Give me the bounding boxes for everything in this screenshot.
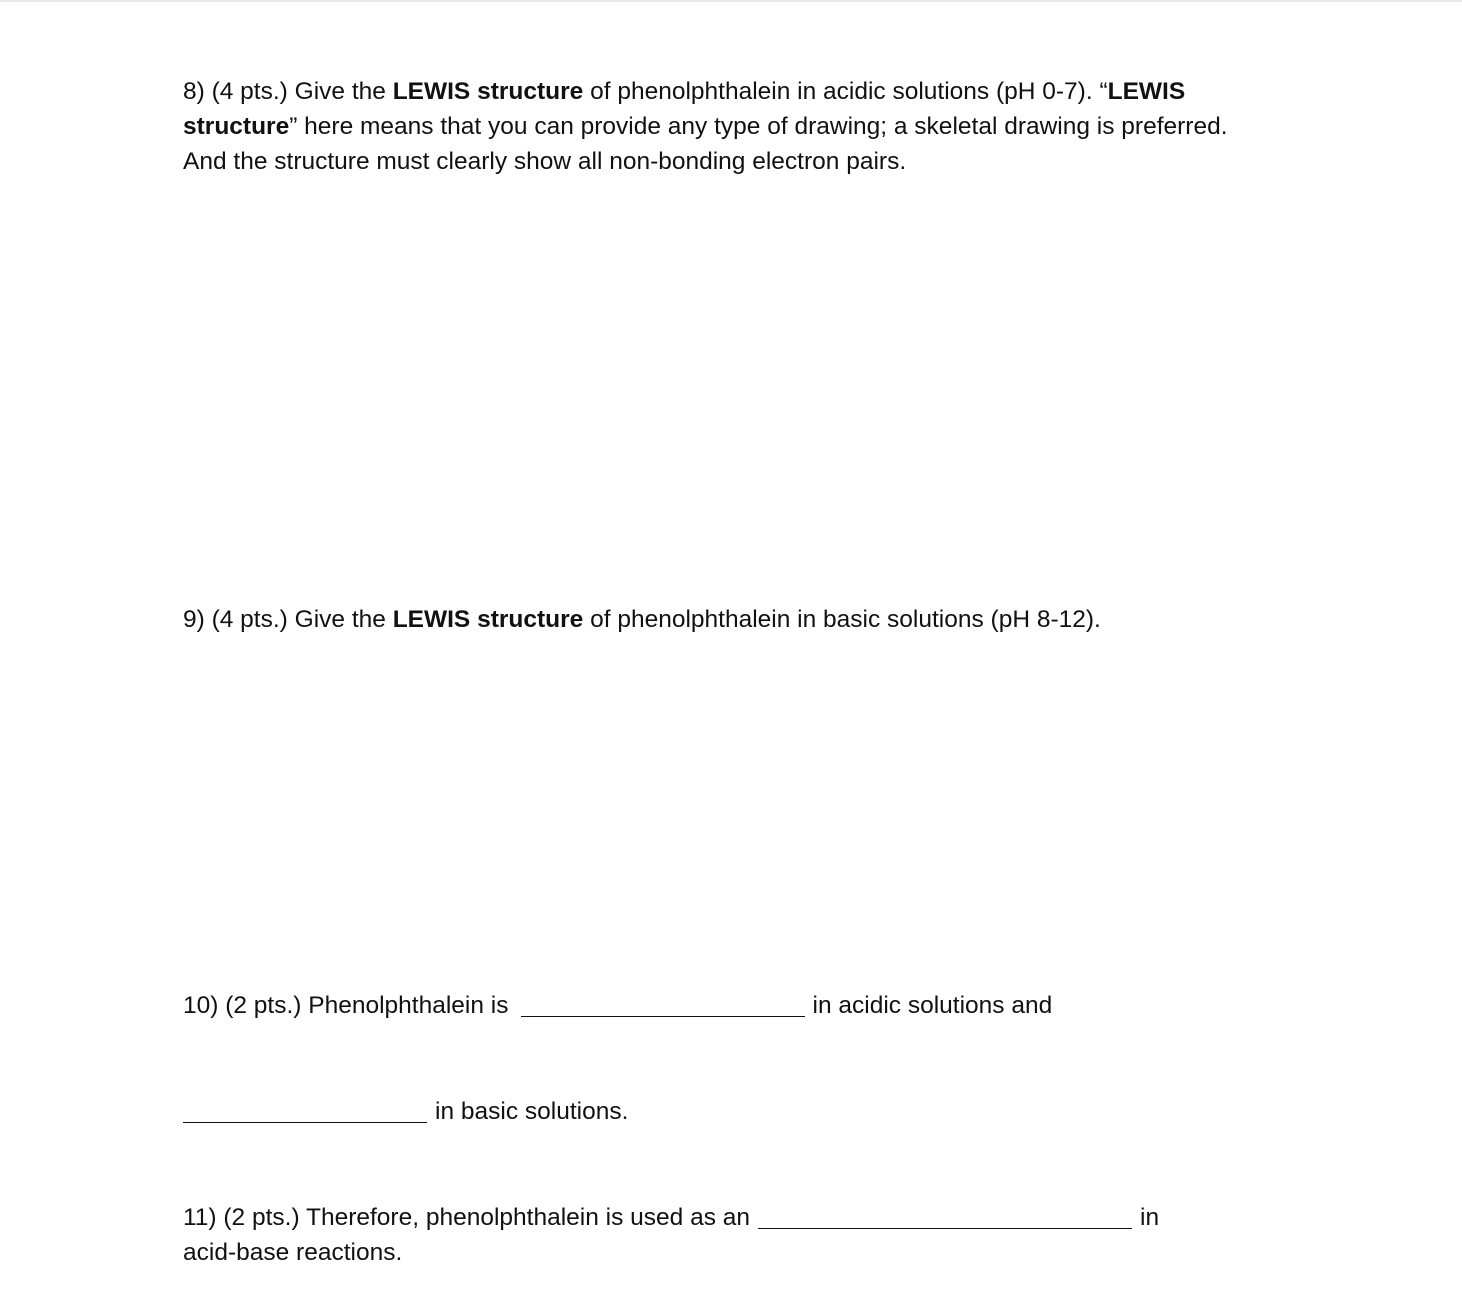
question-11-line-2: acid-base reactions. (183, 1239, 403, 1266)
question-9 (183, 602, 1101, 637)
question-8-bold-term: LEWIS structure (392, 78, 584, 105)
question-8-bold-term: structure (183, 113, 290, 140)
answer-blank-acidic[interactable] (521, 992, 805, 1017)
question-8-text: of phenolphthalein in acidic solutions (pH 0-7). “ (583, 78, 1108, 105)
question-9-text: of phenolphthalein in basic solutions (pH 8-12). (583, 606, 1101, 633)
question-8-line-3: And the structure must clearly show all non-bonding electron pairs. (183, 148, 907, 175)
question-9-bold-term: LEWIS structure (392, 606, 584, 633)
question-11 (183, 1200, 1159, 1270)
question-8-text: 8) (4 pts.) Give the (183, 78, 393, 105)
question-10-continued (183, 1094, 628, 1129)
question-11-text: in (1140, 1204, 1160, 1231)
question-8 (183, 74, 1228, 179)
question-8-line-1 (183, 74, 1228, 109)
question-8-line-2 (183, 109, 1228, 144)
question-10-text: in basic solutions. (435, 1098, 629, 1125)
question-8-text: ” here means that you can provide any type of drawing; a skeletal drawing is preferred. (289, 113, 1228, 140)
question-9-text: 9) (4 pts.) Give the (183, 606, 393, 633)
answer-blank-indicator[interactable] (758, 1204, 1132, 1229)
question-11-text: 11) (2 pts.) Therefore, phenolphthalein is used as an (183, 1204, 751, 1231)
question-10 (183, 988, 1052, 1023)
question-10-text: in acidic solutions and (812, 992, 1053, 1019)
question-10-text: 10) (2 pts.) Phenolphthalein is (183, 992, 509, 1019)
answer-blank-basic[interactable] (183, 1098, 427, 1123)
question-8-bold-term: LEWIS (1107, 78, 1186, 105)
question-11-line-1 (183, 1200, 1159, 1235)
